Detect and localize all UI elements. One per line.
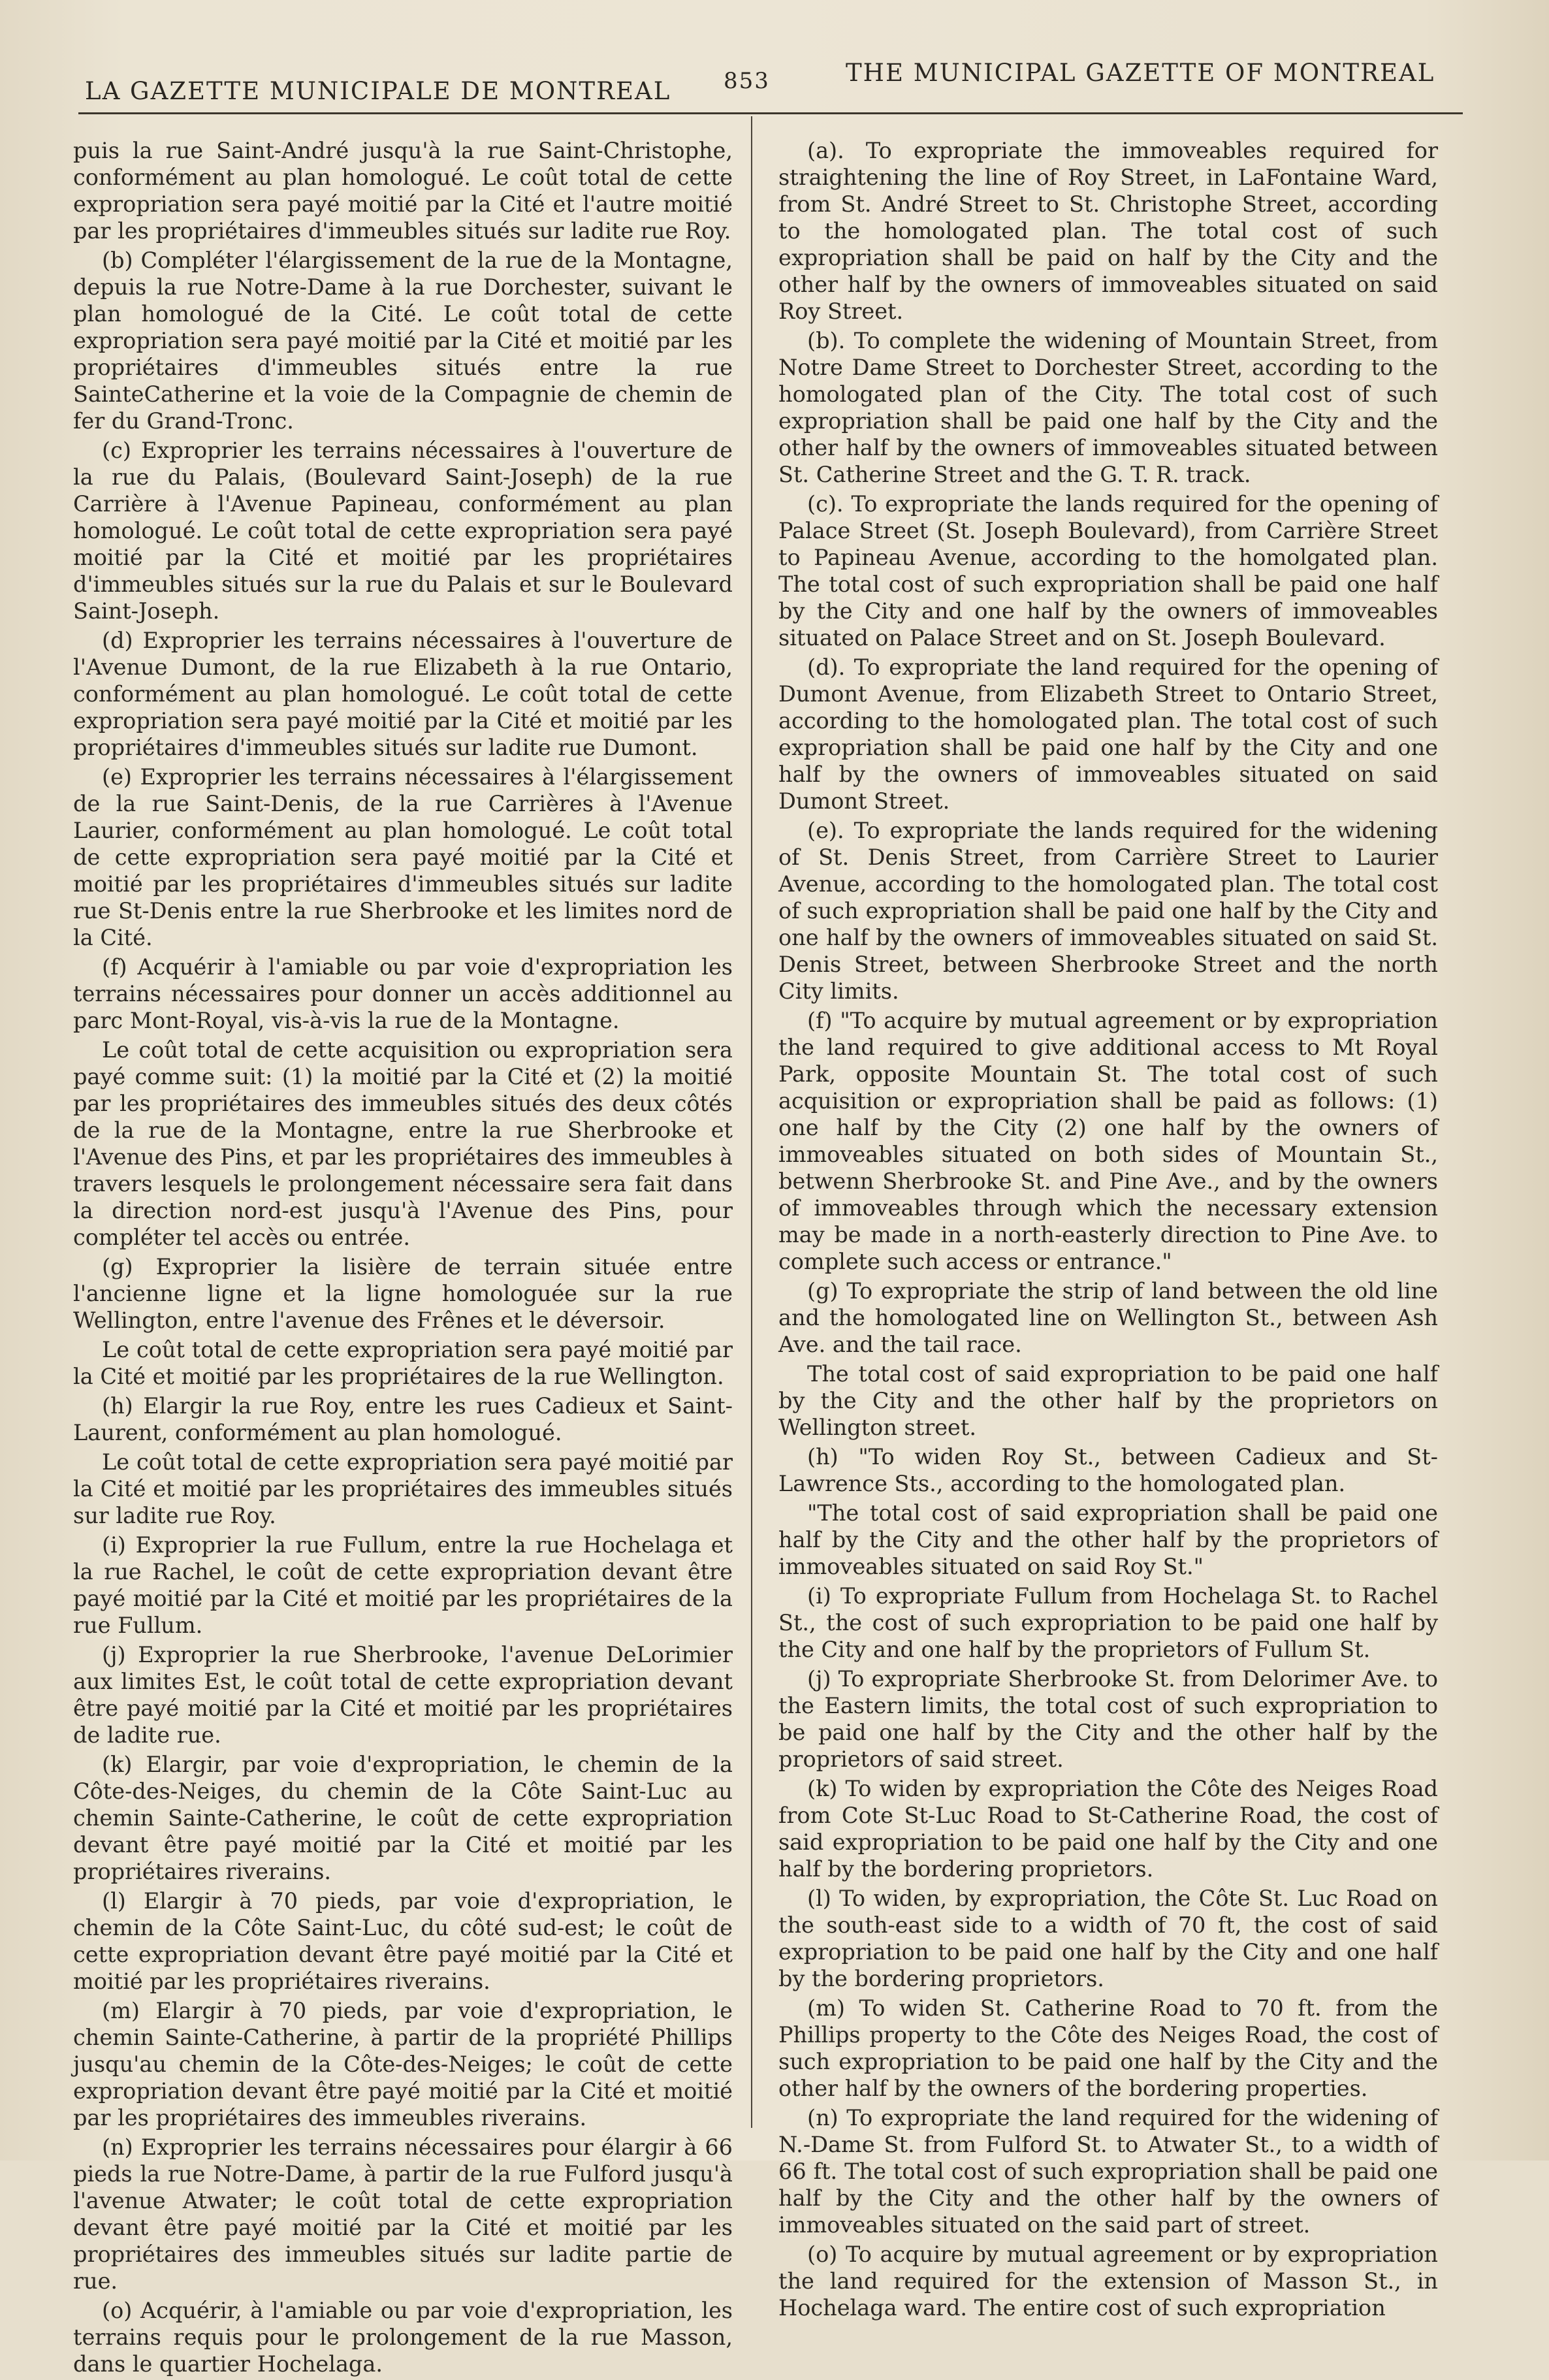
paragraph: (j) Exproprier la rue Sherbrooke, l'avenue DeLorimier aux limites Est, le coût total de cette expropriation devant être payé moitié par la Cité et moitié par les propriétaires de ladite rue. [73,1642,733,1748]
paragraph: Le coût total de cette acquisition ou expropriation sera payé comme suit: (1) la moitié par la Cité et (2) la moitié par les propriétaires des immeubles situés des deux côtés de la rue de la Montagne, entre la rue Sherbrooke et l'Avenue des Pins, et par les propriétaires des immeubles à travers lesquels le prolongement nécessaire sera fait dans la direction nord-est jusqu'à l'Avenue des Pins, pour compléter tel accès ou entrée. [73,1037,733,1250]
paragraph: (e). To expropriate the lands required for the widening of St. Denis Street, from Carrière Street to Laurier Avenue, according to the homologated plan. The total cost of such expropriation shall be paid one half by the City and one half by the owners of immoveables situated on said St. Denis Street, between Sherbrooke Street and the north City limits. [778,818,1438,1004]
paragraph: (a). To expropriate the immoveables required for straightening the line of Roy Street, in LaFontaine Ward, from St. André Street to St. Christophe Street, according to the homologated plan. The total cost of such expropriation shall be paid on half by the City and the other half by the owners of immoveables situated on said Roy Street. [778,138,1438,324]
column-divider [751,116,752,2128]
paragraph: (f) Acquérir à l'amiable ou par voie d'expropriation les terrains nécessaires pour donner un accès additionnel au parc Mont-Royal, vis-à-vis la rue de la Montagne. [73,954,733,1033]
header-rule [78,112,1463,114]
header-french-title: LA GAZETTE MUNICIPALE DE MONTREAL [85,77,671,105]
paragraph: The total cost of said expropriation to be paid one half by the City and the other half by the proprietors on Wellington street. [778,1361,1438,1440]
paragraph: (m) To widen St. Catherine Road to 70 ft. from the Phillips property to the Côte des Neiges Road, the cost of such expropriation to be paid one half by the City and the other half by the owners of the bordering properties. [778,1995,1438,2101]
paragraph: (n) To expropriate the land required for the widening of N.-Dame St. from Fulford St. to Atwater St., to a width of 66 ft. The total cost of such expropriation shall be paid one half by the City and the other half by the owners of immoveables situated on the said part of street. [778,2105,1438,2238]
french-column [73,137,733,2380]
paragraph: (n) Exproprier les terrains nécessaires pour élargir à 66 pieds la rue Notre-Dame, à partir de la rue Fulford jusqu'à l'avenue Atwater; le coût total de cette expropriation devant être payé moitié par la Cité et moitié par les propriétaires des immeubles situés sur ladite partie de rue. [73,2134,733,2294]
paragraph: (j) To expropriate Sherbrooke St. from Delorimer Ave. to the Eastern limits, the total cost of such expropriation to be paid one half by the City and the other half by the proprietors of said street. [778,1666,1438,1772]
paragraph: (i) To expropriate Fullum from Hochelaga St. to Rachel St., the cost of such expropriation to be paid one half by the City and one half by the proprietors of Fullum St. [778,1583,1438,1662]
paragraph: Le coût total de cette expropriation sera payé moitié par la Cité et moitié par les propriétaires des immeubles situés sur ladite rue Roy. [73,1449,733,1528]
paragraph: (d). To expropriate the land required for the opening of Dumont Avenue, from Elizabeth Street to Ontario Street, according to the homologated plan. The total cost of such expropriation shall be paid one half by the City and one half by the owners of immoveables situated on said Dumont Street. [778,654,1438,814]
paragraph: (b) Compléter l'élargissement de la rue de la Montagne, depuis la rue Notre-Dame à la rue Dorchester, suivant le plan homologué de la Cité. Le coût total de cette expropriation sera payé moitié par la Cité et moitié par les propriétaires d'immeubles situés entre la rue SainteCatherine et la voie de la Compagnie de chemin de fer du Grand-Tronc. [73,248,733,434]
paragraph: (l) To widen, by expropriation, the Côte St. Luc Road on the south-east side to a width of 70 ft, the cost of said expropriation to be paid one half by the City and one half by the bordering proprietors. [778,1886,1438,1991]
paragraph: puis la rue Saint-André jusqu'à la rue Saint-Christophe, conformément au plan homologué. Le coût total de cette expropriation sera payé moitié par la Cité et l'autre moitié par les propriétaires d'immeubles situés sur ladite rue Roy. [73,138,733,244]
paragraph: (c). To expropriate the lands required for the opening of Palace Street (St. Joseph Boulevard), from Carrière Street to Papineau Avenue, according to the homolgated plan. The total cost of such expropriation shall be paid one half by the City and one half by the owners of immoveables situated on Palace Street and on St. Joseph Boulevard. [778,491,1438,651]
paragraph: (d) Exproprier les terrains nécessaires à l'ouverture de l'Avenue Dumont, de la rue Elizabeth à la rue Ontario, conformément au plan homologué. Le coût total de cette expropriation sera payé moitié par la Cité et moitié par les propriétaires d'immeubles situés sur ladite rue Dumont. [73,628,733,760]
paragraph: (g) Exproprier la lisière de terrain située entre l'ancienne ligne et la ligne homologuée sur la rue Wellington, entre l'avenue des Frênes et le déversoir. [73,1254,733,1333]
paragraph: (h) Elargir la rue Roy, entre les rues Cadieux et Saint-Laurent, conformément au plan homologué. [73,1393,733,1445]
english-column [778,137,1438,2324]
page-number: 853 [724,68,770,94]
paragraph: (e) Exproprier les terrains nécessaires à l'élargissement de la rue Saint-Denis, de la rue Carrières à l'Avenue Laurier, conformément au plan homologué. Le coût total de cette expropriation sera payé moitié par la Cité et moitié par les propriétaires d'immeubles situés sur ladite rue St-Denis entre la rue Sherbrooke et les limites nord de la Cité. [73,764,733,950]
paragraph: (l) Elargir à 70 pieds, par voie d'expropriation, le chemin de la Côte Saint-Luc, du côté sud-est; le coût de cette expropriation devant être payé moitié par la Cité et moitié par les propriétaires riverains. [73,1888,733,1994]
paragraph: (m) Elargir à 70 pieds, par voie d'expropriation, le chemin Sainte-Catherine, à partir de la propriété Phillips jusqu'au chemin de la Côte-des-Neiges; le coût de cette expropriation devant être payé moitié par la Cité et moitié par les propriétaires des immeubles riverains. [73,1998,733,2131]
paragraph: (f) "To acquire by mutual agreement or by expropriation the land required to give additional access to Mt Royal Park, opposite Mountain St. The total cost of such acquisition or expropriation shall be paid as follows: (1) one half by the City (2) one half by the owners of immoveables situated on both sides of Mountain St., betwenn Sherbrooke St. and Pine Ave., and by the owners of immoveables through which the necessary extension may be made in a north-easterly direction to Pine Ave. to complete such access or entrance." [778,1008,1438,1274]
paragraph: (o) Acquérir, à l'amiable ou par voie d'expropriation, les terrains requis pour le prolongement de la rue Masson, dans le quartier Hochelaga. [73,2298,733,2377]
paragraph: (i) Exproprier la rue Fullum, entre la rue Hochelaga et la rue Rachel, le coût de cette expropriation devant être payé moitié par la Cité et moitié par les propriétaires de la rue Fullum. [73,1532,733,1638]
paragraph: (k) Elargir, par voie d'expropriation, le chemin de la Côte-des-Neiges, du chemin de la Côte Saint-Luc au chemin Sainte-Catherine, le coût de cette expropriation devant être payé moitié par la Cité et moitié par les propriétaires riverains. [73,1752,733,1884]
header-english-title: THE MUNICIPAL GAZETTE OF MONTREAL [846,59,1435,87]
paragraph: "The total cost of said expropriation shall be paid one half by the City and the other half by the proprietors of immoveables situated on said Roy St." [778,1500,1438,1579]
paragraph: (o) To acquire by mutual agreement or by expropriation the land required for the extension of Masson St., in Hochelaga ward. The entire cost of such expropriation [778,2242,1438,2321]
paragraph: (g) To expropriate the strip of land between the old line and the homologated line on Wellington St., between Ash Ave. and the tail race. [778,1278,1438,1357]
paragraph: (h) "To widen Roy St., between Cadieux and St-Lawrence Sts., according to the homologated plan. [778,1444,1438,1496]
paragraph: (b). To complete the widening of Mountain Street, from Notre Dame Street to Dorchester Street, according to the homologated plan of the City. The total cost of such expropriation shall be paid one half by the City and the other half by the owners of immoveables situated between St. Catherine Street and the G. T. R. track. [778,328,1438,487]
paragraph: (c) Exproprier les terrains nécessaires à l'ouverture de la rue du Palais, (Boulevard Saint-Joseph) de la rue Carrière à l'Avenue Papineau, conformément au plan homologué. Le coût total de cette expropriation sera payé moitié par la Cité et moitié par les propriétaires d'immeubles situés sur la rue du Palais et sur le Boulevard Saint-Joseph. [73,438,733,624]
paragraph: Le coût total de cette expropriation sera payé moitié par la Cité et moitié par les propriétaires de la rue Wellington. [73,1337,733,1389]
paragraph: (k) To widen by expropriation the Côte des Neiges Road from Cote St-Luc Road to St-Catherine Road, the cost of said expropriation to be paid one half by the City and one half by the bordering proprietors. [778,1776,1438,1882]
